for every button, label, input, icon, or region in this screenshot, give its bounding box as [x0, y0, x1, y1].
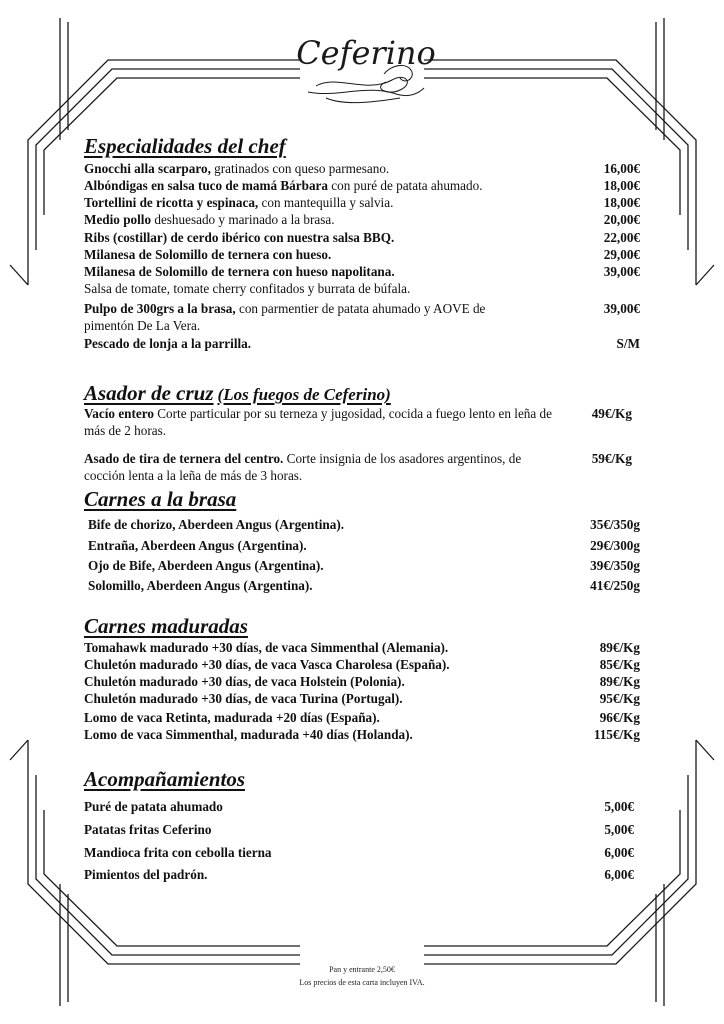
item-name: Solomillo, Aberdeen Angus (Argentina). — [88, 578, 313, 593]
item-name: Puré de patata ahumado — [84, 799, 223, 814]
footer-bread-note: Pan y entrante 2,50€ — [329, 965, 395, 974]
item-price: 18,00€ — [603, 195, 640, 210]
item-name: Gnocchi alla scarparo, — [84, 161, 211, 176]
item-name: Milanesa de Solomillo de ternera con hueso. — [84, 247, 332, 262]
item-name: Entraña, Aberdeen Angus (Argentina). — [88, 538, 307, 553]
item-name: Chuletón madurado +30 días, de vaca Holstein (Polonia). — [84, 674, 405, 689]
section-subtitle: (Los fuegos de Ceferino) — [217, 385, 391, 404]
item-desc: deshuesado y marinado a la brasa. — [151, 212, 335, 227]
item-name: Mandioca frita con cebolla tierna — [84, 845, 272, 860]
item-name: Chuletón madurado +30 días, de vaca Turina (Portugal). — [84, 691, 403, 706]
item-price: 29,00€ — [603, 247, 640, 262]
item-price: 96€/Kg — [599, 710, 640, 725]
item-name: Bife de chorizo, Aberdeen Angus (Argentina). — [88, 517, 345, 532]
section-title-acompanamientos: Acompañamientos — [84, 767, 246, 791]
item-price: 5,00€ — [604, 822, 634, 837]
item-price: 39€/350g — [590, 558, 640, 573]
item-desc: con parmentier de patata ahumado y AOVE de pimentón De La Vera. — [84, 301, 486, 333]
item-price: 6,00€ — [604, 867, 634, 882]
item-desc: Corte insignia de los asadores argentinos, de cocción lenta a la leña de más de 3 horas. — [84, 451, 522, 483]
item-desc: con mantequilla y salvia. — [258, 195, 394, 210]
item-name: Pimientos del padrón. — [84, 867, 208, 882]
item-name: Chuletón madurado +30 días, de vaca Vasca Charolesa (España). — [84, 657, 450, 672]
item-price: 39,00€ — [603, 264, 640, 279]
section-title-carnes-maduradas: Carnes maduradas — [84, 614, 248, 638]
item-price: 89€/Kg — [599, 640, 640, 655]
item-name: Pescado de lonja a la parrilla. — [84, 336, 252, 351]
item-price: 18,00€ — [603, 178, 640, 193]
item-name: Asado de tira de ternera del centro. — [84, 451, 284, 466]
item-desc: Corte particular por su terneza y jugosidad, cocida a fuego lento en leña de más de 2 horas. — [84, 406, 553, 438]
item-name: Ribs (costillar) de cerdo ibérico con nuestra salsa BBQ. — [84, 230, 395, 245]
item-name: Tortellini de ricotta y espinaca, — [84, 195, 259, 210]
item-name: Milanesa de Solomillo de ternera con hueso napolitana. — [84, 264, 395, 279]
item-price: 39,00€ — [603, 301, 640, 316]
item-price: 115€/Kg — [593, 727, 640, 742]
item-name: Tomahawk madurado +30 días, de vaca Simmenthal (Alemania). — [84, 640, 449, 655]
item-desc-extra: Salsa de tomate, tomate cherry confitados y burrata de búfala. — [84, 281, 411, 296]
item-name: Albóndigas en salsa tuco de mamá Bárbara — [84, 178, 328, 193]
item-price: 95€/Kg — [599, 691, 640, 706]
item-price: 16,00€ — [603, 161, 640, 176]
section-title-especialidades: Especialidades del chef — [84, 134, 286, 158]
section-title-asador — [84, 381, 391, 406]
item-desc: con puré de patata ahumado. — [328, 178, 483, 193]
item-name: Lomo de vaca Retinta, madurada +20 días (España). — [84, 710, 380, 725]
item-price: 35€/350g — [590, 517, 640, 532]
item-price: 20,00€ — [603, 212, 640, 227]
logo-wordmark: Ceferino — [296, 34, 436, 72]
item-name: Pulpo de 300grs a la brasa, — [84, 301, 236, 316]
item-price: 41€/250g — [590, 578, 640, 593]
item-desc: gratinados con queso parmesano. — [210, 161, 390, 176]
item-name: Ojo de Bife, Aberdeen Angus (Argentina). — [88, 558, 324, 573]
item-price: 5,00€ — [604, 799, 634, 814]
item-price: S/M — [616, 336, 640, 351]
item-name: Medio pollo — [84, 212, 152, 227]
item-name: Patatas fritas Ceferino — [84, 822, 212, 837]
item-name: Vacío entero — [84, 406, 154, 421]
footer-vat-note: Los precios de esta carta incluyen IVA. — [299, 978, 425, 987]
item-price: 59€/Kg — [591, 451, 632, 466]
item-price: 6,00€ — [604, 845, 634, 860]
item-price: 85€/Kg — [599, 657, 640, 672]
item-price: 22,00€ — [603, 230, 640, 245]
item-price: 89€/Kg — [599, 674, 640, 689]
section-title-carnes-brasa: Carnes a la brasa — [84, 487, 237, 511]
item-price: 29€/300g — [590, 538, 640, 553]
item-price: 49€/Kg — [591, 406, 632, 421]
item-name: Lomo de vaca Simmenthal, madurada +40 días (Holanda). — [84, 727, 413, 742]
logo-flourish — [296, 28, 436, 110]
brand-logo — [296, 28, 436, 110]
section-title-text: Asador de cruz — [84, 381, 214, 405]
